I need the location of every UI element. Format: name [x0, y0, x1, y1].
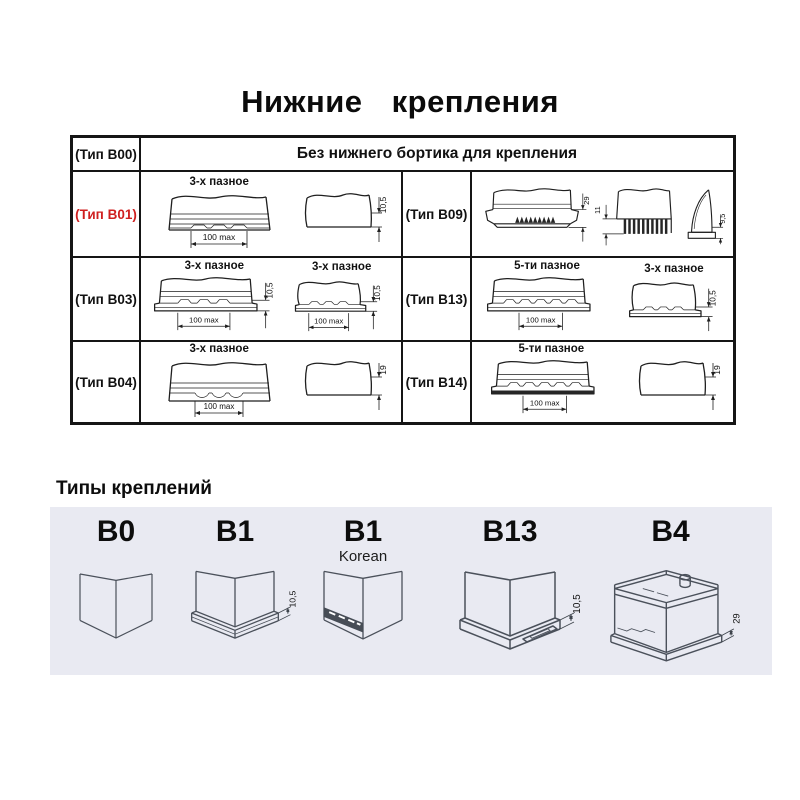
cell-b14-diagrams	[472, 342, 733, 422]
b14-side-figure	[629, 351, 724, 413]
b09-foot-height-dimension: 9,5	[717, 213, 727, 224]
b01-groove-title: 3-х пазное	[189, 176, 249, 189]
b01-ledge-height-dimension: 10,5	[378, 196, 389, 214]
b04-groove-title: 3-х пазное	[189, 343, 249, 356]
b04-side-profile-drawing	[295, 351, 390, 413]
cell-b03-diagrams	[141, 258, 403, 342]
b03-front-profile-drawing	[144, 274, 284, 338]
b03-ledge-height-dimension-1: 10,5	[265, 282, 275, 299]
b03-groove-title-1: 3-х пазное	[184, 260, 245, 273]
mount-b0-label: B0	[96, 515, 136, 548]
cell-type-b04	[73, 342, 141, 422]
cell-b13-diagrams	[472, 258, 733, 342]
b03-groove-title-2: 3-х пазное	[311, 260, 372, 273]
b14-side-profile-drawing	[629, 351, 724, 413]
b13-groove-title-1: 5-ти пазное	[514, 260, 580, 273]
mount-b4-sublabel	[588, 549, 753, 566]
cell-type-b03	[73, 258, 141, 342]
type-b09-label: (Тип B09)	[405, 206, 468, 222]
cell-b01-diagrams	[141, 172, 403, 258]
b01-front-profile-drawing	[152, 190, 287, 252]
b13-side-figure	[620, 263, 728, 335]
b14-ledge-height-dimension: 19	[711, 365, 722, 375]
b01-width-dimension: 100 max	[202, 231, 235, 242]
mount-types-panel	[50, 507, 772, 675]
b04-front-figure	[152, 343, 287, 421]
cell-type-b14	[403, 342, 472, 422]
b09-rib-detail-drawing	[592, 183, 678, 246]
b09-wedge-profile-drawing	[678, 184, 729, 245]
mount-b4-label: B4	[651, 515, 690, 548]
mount-item-b0	[56, 517, 176, 663]
b03-front-figure	[144, 260, 284, 338]
b13-front-figure	[477, 260, 617, 338]
mount-item-b4	[588, 517, 753, 679]
mount-b1-label: B1	[215, 515, 255, 548]
b4-ledge-dimension: 29	[730, 613, 742, 624]
b1-ledge-dimension: 10,5	[287, 590, 298, 608]
page-title: Нижние крепления	[241, 84, 559, 119]
b01-side-profile-drawing	[295, 183, 390, 245]
b1-korean-isometric-drawing	[298, 566, 428, 666]
b03-side-figure	[286, 261, 398, 338]
b03-ledge-height-dimension-2: 10,5	[372, 285, 382, 302]
b03-width-dimension-1: 100 max	[189, 315, 219, 325]
b13-isometric-drawing	[435, 566, 585, 681]
cell-type-b00	[73, 138, 141, 172]
b13-side-profile-drawing	[620, 277, 728, 335]
b0-isometric-drawing	[56, 566, 176, 658]
b4-isometric-drawing	[591, 566, 751, 674]
mounting-types-table	[70, 135, 736, 425]
b14-width-dimension: 100 max	[530, 398, 560, 408]
type-b01-label: (Тип B01)	[75, 206, 137, 222]
b09-front-profile-drawing	[476, 182, 592, 246]
cell-b00-description	[141, 138, 733, 172]
b09-height-dimension: 29	[582, 196, 592, 205]
type-b03-label: (Тип B03)	[75, 291, 137, 307]
mount-item-b1	[170, 517, 300, 671]
type-b13-label: (Тип B13)	[405, 291, 468, 307]
cell-type-b01	[73, 172, 141, 258]
cell-type-b13	[403, 258, 472, 342]
b13-front-profile-drawing	[477, 274, 617, 338]
b03-width-dimension-2: 100 max	[313, 316, 343, 326]
b00-description: Без нижнего бортика для крепления	[296, 145, 578, 162]
b13-width-dimension: 100 max	[525, 315, 556, 325]
mount-b0-sublabel	[56, 549, 176, 566]
b14-groove-title: 5-ти пазное	[518, 343, 585, 356]
b13-ledge-height-dimension: 10,5	[708, 290, 718, 307]
cell-b04-diagrams	[141, 342, 403, 422]
b1-isometric-drawing	[170, 566, 300, 666]
b01-front-figure	[152, 176, 287, 252]
b14-front-profile-drawing	[481, 357, 621, 421]
b01-side-figure	[295, 183, 390, 245]
mount-item-b1-korean	[298, 517, 428, 671]
type-b14-label: (Тип B14)	[405, 374, 468, 390]
b03-side-profile-drawing	[286, 274, 398, 337]
b04-width-dimension: 100 max	[203, 401, 234, 411]
type-b00-label: (Тип B00)	[75, 146, 137, 162]
b14-front-figure	[481, 343, 621, 421]
mount-item-b13	[435, 517, 585, 686]
type-b04-label: (Тип B04)	[75, 374, 137, 390]
b04-front-profile-drawing	[152, 357, 287, 421]
b09-rib-height-dimension: 11	[592, 205, 602, 214]
cell-type-b09	[403, 172, 472, 258]
mount-b1-korean-sublabel: Korean	[338, 548, 388, 565]
mount-b1-korean-label: B1	[343, 515, 383, 548]
b13-ledge-dimension: 10,5	[572, 594, 583, 614]
b04-side-figure	[295, 351, 390, 413]
mount-b13-sublabel	[435, 549, 585, 566]
cell-b09-diagrams	[472, 172, 733, 258]
b04-ledge-height-dimension: 19	[378, 365, 389, 375]
mount-types-heading: Типы креплений	[56, 478, 212, 499]
mount-b1-sublabel	[170, 549, 300, 566]
b13-groove-title-2: 3-х пазное	[644, 263, 704, 276]
mount-b13-label: B13	[482, 515, 538, 548]
